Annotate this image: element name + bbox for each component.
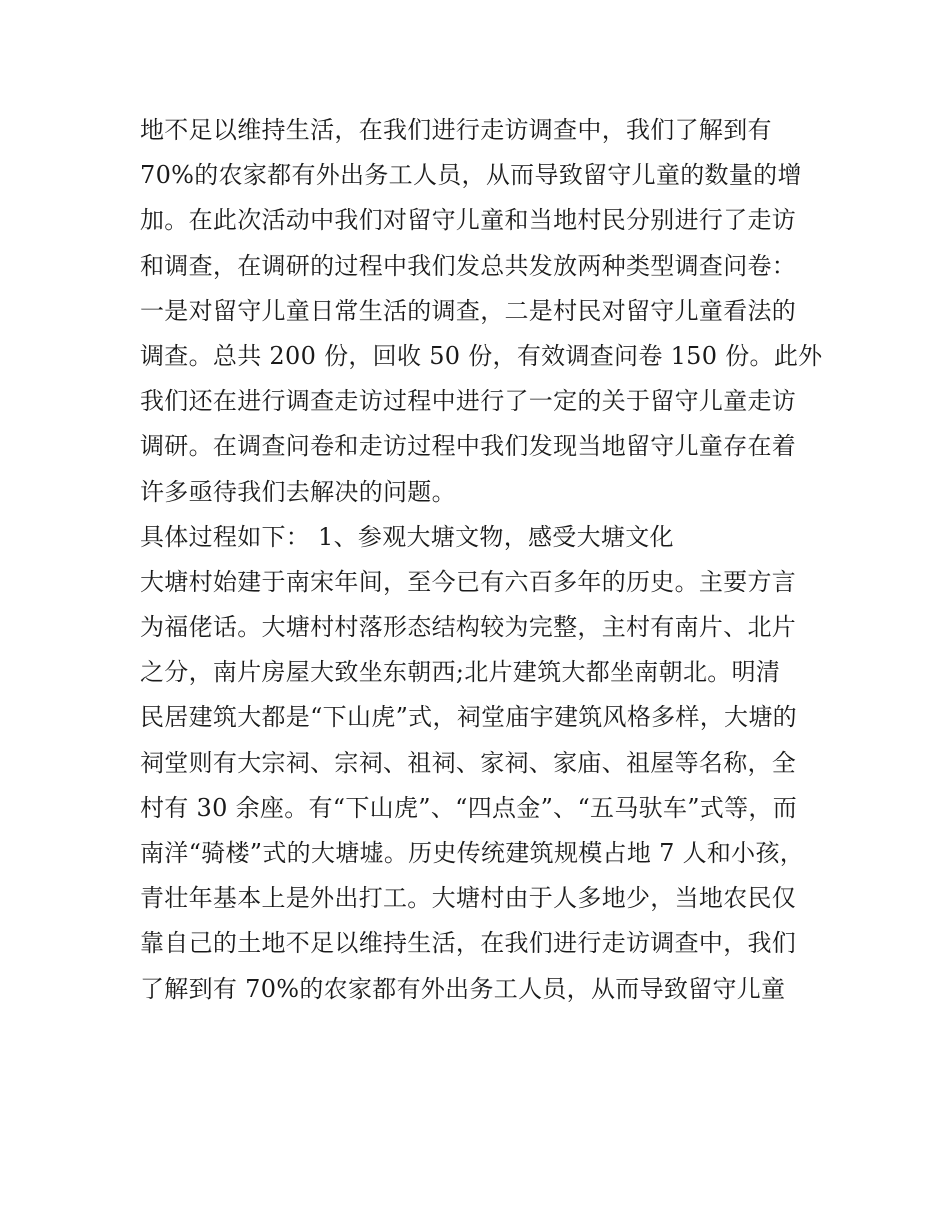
document-body bbox=[140, 108, 823, 1012]
text-line: 一是对留守儿童日常生活的调查，二是村民对留守儿童看法的 bbox=[140, 296, 797, 325]
text-line: 民居建筑大都是“下山虎”式，祠堂庙宇建筑风格多样，大塘的 bbox=[140, 703, 797, 732]
text-line: 和调查，在调研的过程中我们发总共发放两种类型调查问卷： bbox=[140, 251, 797, 280]
text-line: 70%的农家都有外出务工人员，从而导致留守儿童的数量的增 bbox=[140, 161, 802, 190]
text-line: 了解到有 70%的农家都有外出务工人员，从而导致留守儿童 bbox=[140, 974, 786, 1003]
text-line: 大塘村始建于南宋年间，至今已有六百多年的历史。主要方言 bbox=[140, 567, 797, 596]
text-line: 我们还在进行调查走访过程中进行了一定的关于留守儿童走访 bbox=[140, 387, 797, 416]
section-heading-line: 具体过程如下： 1、参观大塘文物，感受大塘文化 bbox=[140, 522, 674, 551]
text-line: 之分，南片房屋大致坐东朝西;北片建筑大都坐南朝北。明清 bbox=[140, 658, 781, 687]
text-line: 为福佬话。大塘村村落形态结构较为完整，主村有南片、北片 bbox=[140, 613, 797, 642]
text-line: 地不足以维持生活，在我们进行走访调查中，我们了解到有 bbox=[140, 116, 772, 144]
text-line: 南洋“骑楼”式的大塘墟。历史传统建筑规模占地 7 人和小孩， bbox=[140, 839, 805, 867]
text-line: 许多亟待我们去解决的问题。 bbox=[140, 477, 456, 506]
text-line: 靠自己的土地不足以维持生活，在我们进行走访调查中，我们 bbox=[140, 929, 797, 958]
text-line: 村有 30 余座。有“下山虎”、“四点金”、“五马驮车”式等，而 bbox=[140, 793, 798, 822]
text-line: 青壮年基本上是外出打工。大塘村由于人多地少，当地农民仅 bbox=[140, 884, 797, 913]
text-line: 祠堂则有大宗祠、宗祠、祖祠、家祠、家庙、祖屋等名称，全 bbox=[140, 748, 797, 777]
text-line: 加。在此次活动中我们对留守儿童和当地村民分别进行了走访 bbox=[140, 206, 797, 235]
text-line: 调查。总共 200 份，回收 50 份，有效调查问卷 150 份。此外 bbox=[140, 341, 823, 370]
text-line: 调研。在调查问卷和走访过程中我们发现当地留守儿童存在着 bbox=[140, 432, 797, 461]
